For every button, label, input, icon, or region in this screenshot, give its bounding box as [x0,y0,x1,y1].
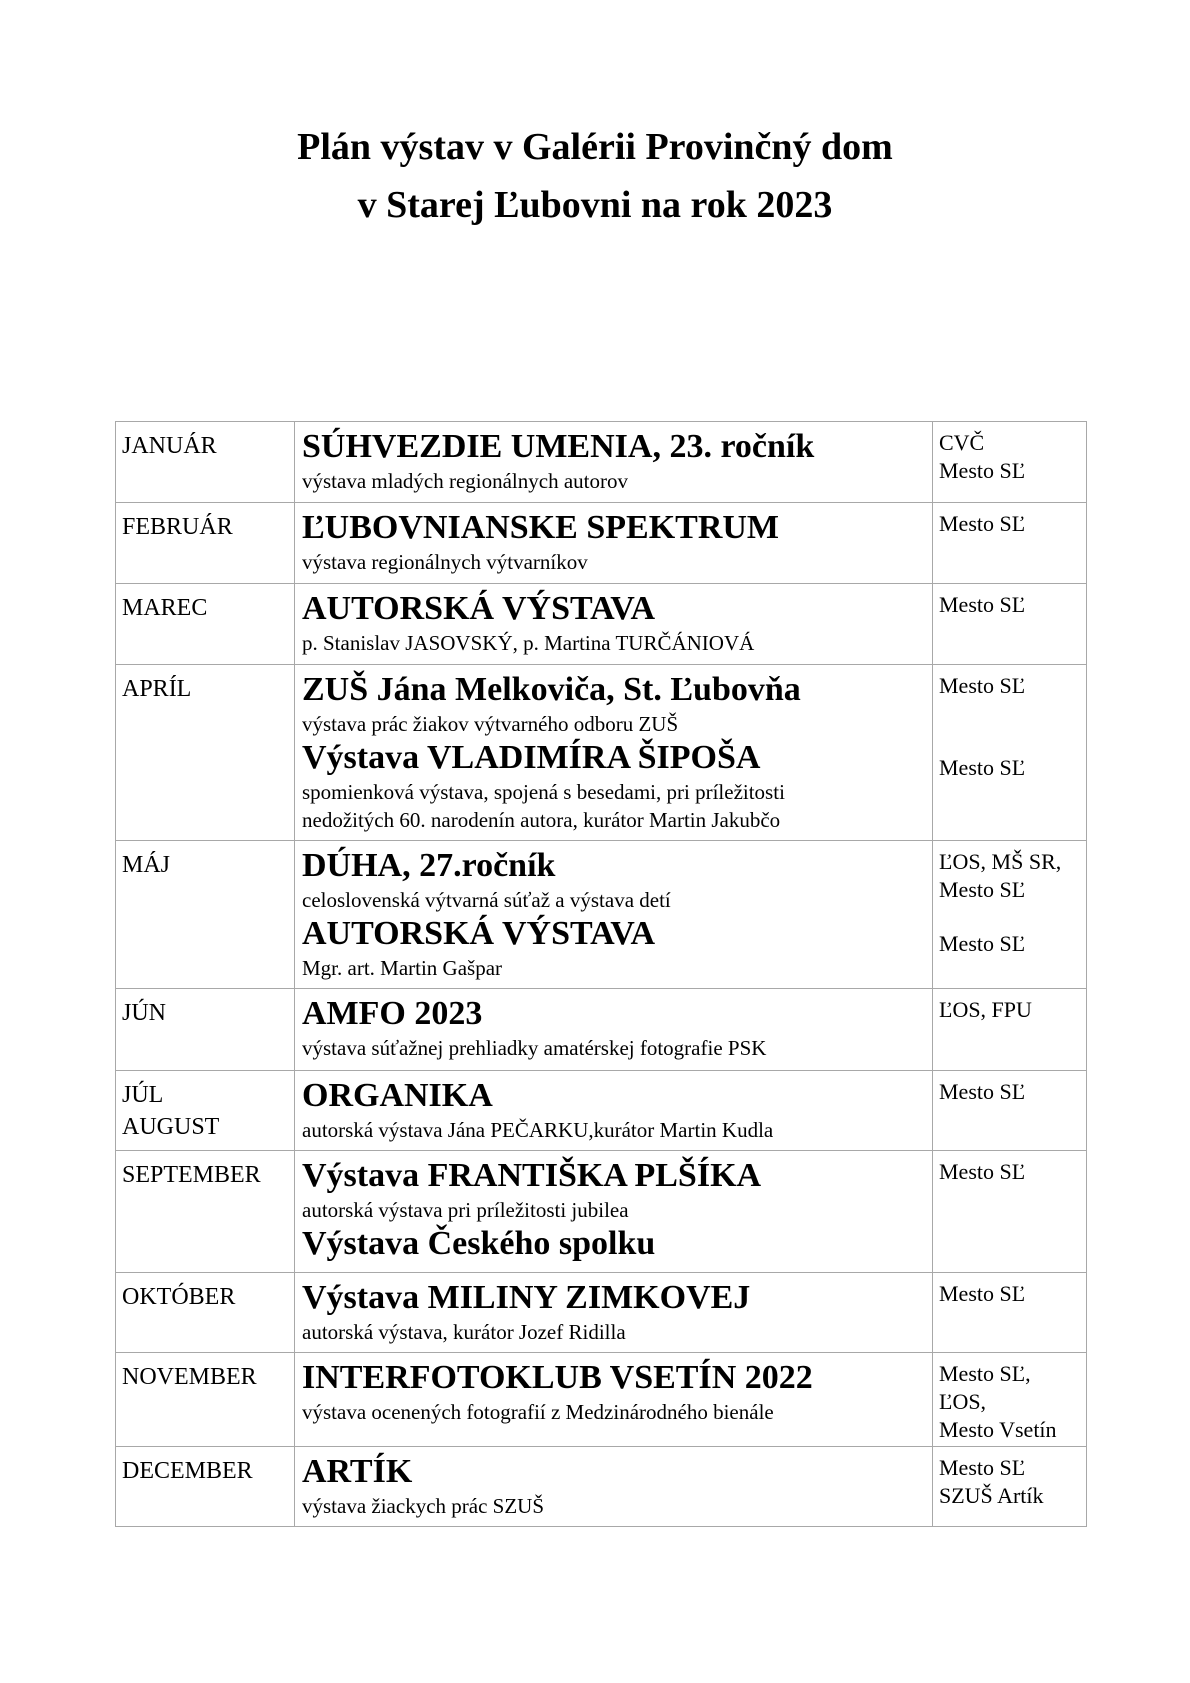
table-row [116,1071,1087,1151]
event-cell [295,989,933,1071]
organizer-cell [933,665,1087,841]
event-cell [295,1151,933,1273]
event-title: AUTORSKÁ VÝSTAVA [302,915,656,952]
event-cell [295,1353,933,1447]
event-description [302,1196,932,1224]
organizer-cell [933,584,1087,665]
organizer-cell [933,422,1087,503]
month-cell [116,665,295,841]
event-title: ĽUBOVNIANSKE SPEKTRUM [302,509,780,546]
organizer: Mesto SĽ [939,1455,1026,1480]
event-description [302,1492,932,1520]
organizer-cell [933,841,1087,989]
table-row [116,1273,1087,1353]
month-label: JÚN [122,1000,167,1026]
month-label: MÁJ [122,852,171,878]
table-row [116,841,1087,989]
organizer: Mesto SĽ [939,755,1026,780]
title-line-2: v Starej Ľubovni na rok 2023 [357,184,833,226]
organizer: Mesto SĽ, [939,1361,1031,1386]
month-cell [116,1353,295,1447]
month-label: DECEMBER [122,1458,253,1484]
month-cell [116,1151,295,1273]
event-title: SÚHVEZDIE UMENIA, 23. ročník [302,428,815,465]
table-row [116,422,1087,503]
organizer: Mesto SĽ [939,877,1026,902]
month-label: NOVEMBER [122,1364,257,1390]
event-description [302,629,932,657]
month-cell [116,841,295,989]
table-row [116,503,1087,584]
table-row [116,1353,1087,1447]
organizer: Mesto Vsetín [939,1417,1057,1442]
event-title: INTERFOTOKLUB VSETÍN 2022 [302,1359,813,1396]
event-description-line: Mgr. art. Martin Gašpar [302,956,503,980]
event-description [302,1398,932,1426]
spacer [939,700,1086,754]
event-cell [295,584,933,665]
organizer: Mesto SĽ [939,931,1026,956]
organizer-cell [933,1071,1087,1151]
event-description-line: autorská výstava, kurátor Jozef Ridilla [302,1320,626,1344]
organizer-cell [933,1353,1087,1447]
month-label: AUGUST [122,1114,220,1140]
event-title: Výstava VLADIMÍRA ŠIPOŠA [302,739,761,776]
event-description-line: výstava mladých regionálnych autorov [302,469,628,493]
organizer: CVČ [939,430,985,455]
month-cell [116,989,295,1071]
event-title: DÚHA, 27.ročník [302,847,556,884]
month-label: SEPTEMBER [122,1162,261,1188]
event-description [302,548,932,576]
month-cell [116,584,295,665]
event-description-line: celoslovenská výtvarná súťaž a výstava detí [302,888,671,912]
exhibition-schedule-table [115,421,1087,1527]
event-description-line: nedožitých 60. narodenín autora, kurátor Martin Jakubčo [302,808,781,832]
organizer-cell [933,1447,1087,1527]
event-description [302,778,932,834]
event-title: AUTORSKÁ VÝSTAVA [302,590,656,627]
event-description [302,1116,932,1144]
event-description [302,954,932,982]
event-description-line: autorská výstava Jána PEČARKU,kurátor Martin Kudla [302,1118,774,1142]
organizer: Mesto SĽ [939,458,1026,483]
event-description [302,886,932,914]
event-title: Výstava Českého spolku [302,1225,656,1262]
event-title: Výstava FRANTIŠKA PLŠÍKA [302,1157,762,1194]
month-label: JANUÁR [122,433,217,459]
table-row [116,665,1087,841]
month-label: MAREC [122,595,208,621]
month-cell [116,1071,295,1151]
month-cell [116,422,295,503]
organizer: ĽOS, MŠ SR, [939,849,1062,874]
month-cell [116,1273,295,1353]
month-cell [116,1447,295,1527]
month-label: FEBRUÁR [122,514,233,540]
month-label: OKTÓBER [122,1284,236,1310]
table-row [116,1151,1087,1273]
event-description [302,467,932,495]
event-description-line: spomienková výstava, spojená s besedami, pri príležitosti [302,780,785,804]
organizer: Mesto SĽ [939,511,1026,536]
event-description-line: výstava súťažnej prehliadky amatérskej fotografie PSK [302,1036,767,1060]
page-title [0,118,1190,234]
month-cell [116,503,295,584]
event-cell [295,1273,933,1353]
month-label: JÚL [122,1082,164,1108]
title-line-1: Plán výstav v Galérii Provinčný dom [297,126,893,168]
event-cell [295,503,933,584]
organizer-cell [933,503,1087,584]
event-title: ORGANIKA [302,1077,493,1114]
organizer-cell [933,1273,1087,1353]
event-cell [295,841,933,989]
month-label: APRÍL [122,676,192,702]
spacer [939,904,1086,930]
event-description-line: autorská výstava pri príležitosti jubilea [302,1198,629,1222]
event-title: ZUŠ Jána Melkoviča, St. Ľubovňa [302,671,801,708]
event-description [302,1034,932,1062]
event-cell [295,422,933,503]
organizer-cell [933,989,1087,1071]
table-row [116,989,1087,1071]
organizer: Mesto SĽ [939,673,1026,698]
event-cell [295,1447,933,1527]
organizer: SZUŠ Artík [939,1483,1044,1508]
event-description-line: výstava regionálnych výtvarníkov [302,550,588,574]
event-description-line: výstava ocenených fotografií z Medzinárodného bienále [302,1400,774,1424]
organizer: Mesto SĽ [939,592,1026,617]
organizer: Mesto SĽ [939,1281,1026,1306]
event-description-line: výstava žiackych prác SZUŠ [302,1494,545,1518]
event-description-line: p. Stanislav JASOVSKÝ, p. Martina TURČÁNIOVÁ [302,631,755,655]
event-title: ARTÍK [302,1453,413,1490]
event-title: Výstava MILINY ZIMKOVEJ [302,1279,751,1316]
event-cell [295,665,933,841]
event-description-line: výstava prác žiakov výtvarného odboru ZUŠ [302,712,679,736]
event-title: AMFO 2023 [302,995,483,1032]
organizer-cell [933,1151,1087,1273]
organizer: ĽOS, [939,1389,987,1414]
organizer: Mesto SĽ [939,1079,1026,1104]
table-row [116,584,1087,665]
organizer: Mesto SĽ [939,1159,1026,1184]
organizer: ĽOS, FPU [939,997,1032,1022]
event-description [302,710,932,738]
event-description [302,1318,932,1346]
table-row [116,1447,1087,1527]
event-cell [295,1071,933,1151]
